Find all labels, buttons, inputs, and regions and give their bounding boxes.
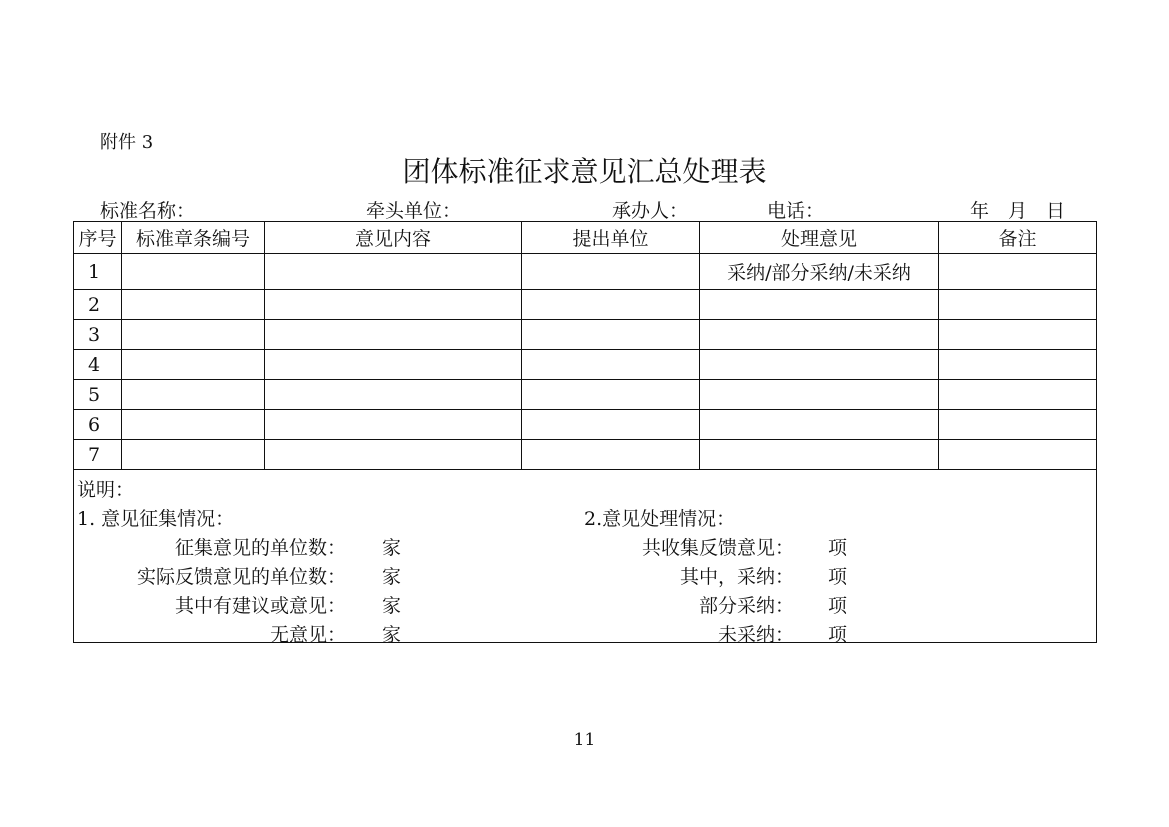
processing-item-label: 未采纳： [717, 624, 794, 646]
page-title: 团体标准征求意见汇总处理表 [402, 155, 767, 188]
remark-cell [939, 254, 1097, 290]
collection-item-unit: 家 [382, 595, 402, 617]
clause-cell [122, 320, 265, 350]
unit-cell [522, 254, 700, 290]
processing-item-unit: 项 [828, 566, 848, 588]
clause-cell [122, 254, 265, 290]
notes-heading: 说明： [77, 479, 135, 501]
content-cell [265, 410, 522, 440]
handling-cell: 采纳/部分采纳/未采纳 [700, 254, 939, 290]
column-header-clause: 标准章条编号 [122, 222, 265, 254]
phone-label: 电话： [767, 200, 825, 222]
standard-name-label: 标准名称： [100, 200, 196, 222]
row-number: 1 [74, 254, 122, 290]
collection-item-label: 实际反馈意见的单位数： [136, 566, 346, 588]
table-row [74, 320, 1097, 350]
comment-summary-table [73, 221, 1097, 646]
remark-cell [939, 320, 1097, 350]
handling-cell [700, 410, 939, 440]
remark-cell [939, 380, 1097, 410]
row-number: 5 [74, 380, 122, 410]
collection-title: 1. 意见征集情况： [77, 508, 235, 530]
unit-cell [522, 350, 700, 380]
table-row [74, 350, 1097, 380]
table-row [74, 410, 1097, 440]
handling-cell [700, 380, 939, 410]
collection-item-unit: 家 [382, 537, 402, 559]
lead-unit-label: 牵头单位： [366, 200, 462, 222]
processing-item-unit: 项 [828, 537, 848, 559]
column-header-unit: 提出单位 [522, 222, 700, 254]
handler-label: 承办人： [612, 200, 689, 222]
row-number: 4 [74, 350, 122, 380]
processing-item-unit: 项 [828, 624, 848, 646]
processing-item-unit: 项 [828, 595, 848, 617]
handling-cell [700, 440, 939, 470]
clause-cell [122, 380, 265, 410]
column-header-content: 意见内容 [265, 222, 522, 254]
collection-item-unit: 家 [382, 624, 402, 646]
processing-title: 2.意见处理情况： [584, 508, 736, 530]
collection-item-label: 征集意见的单位数： [174, 537, 346, 559]
collection-item-label: 无意见： [269, 624, 346, 646]
handling-cell [700, 350, 939, 380]
handling-cell [700, 290, 939, 320]
clause-cell [122, 350, 265, 380]
table-row [74, 440, 1097, 470]
column-header-no: 序号 [74, 222, 122, 254]
remark-cell [939, 350, 1097, 380]
processing-item-label: 其中，采纳： [679, 566, 794, 588]
table-row [74, 254, 1097, 290]
attachment-label: 附件 3 [100, 132, 154, 153]
content-cell [265, 290, 522, 320]
notes-cell [74, 470, 1097, 646]
unit-cell [522, 380, 700, 410]
processing-item-label: 共收集反馈意见： [641, 537, 794, 559]
remark-cell [939, 410, 1097, 440]
clause-cell [122, 440, 265, 470]
row-number: 3 [74, 320, 122, 350]
content-cell [265, 440, 522, 470]
unit-cell [522, 440, 700, 470]
notes-row [74, 470, 1097, 643]
row-number: 6 [74, 410, 122, 440]
remark-cell [939, 290, 1097, 320]
handling-cell [700, 320, 939, 350]
content-cell [265, 254, 522, 290]
collection-item-unit: 家 [382, 566, 402, 588]
row-number: 7 [74, 440, 122, 470]
column-header-remark: 备注 [939, 222, 1097, 254]
column-header-handling: 处理意见 [700, 222, 939, 254]
content-cell [265, 320, 522, 350]
unit-cell [522, 410, 700, 440]
remark-cell [939, 440, 1097, 470]
table-row [74, 380, 1097, 410]
row-number: 2 [74, 290, 122, 320]
clause-cell [122, 410, 265, 440]
content-cell [265, 350, 522, 380]
content-cell [265, 380, 522, 410]
table-row [74, 290, 1097, 320]
table-header-row [74, 222, 1097, 254]
clause-cell [122, 290, 265, 320]
collection-item-label: 其中有建议或意见： [174, 595, 346, 617]
page-number: 11 [573, 730, 596, 750]
date-label: 年 月 日 [970, 200, 1066, 222]
unit-cell [522, 320, 700, 350]
processing-item-label: 部分采纳： [698, 595, 794, 617]
unit-cell [522, 290, 700, 320]
